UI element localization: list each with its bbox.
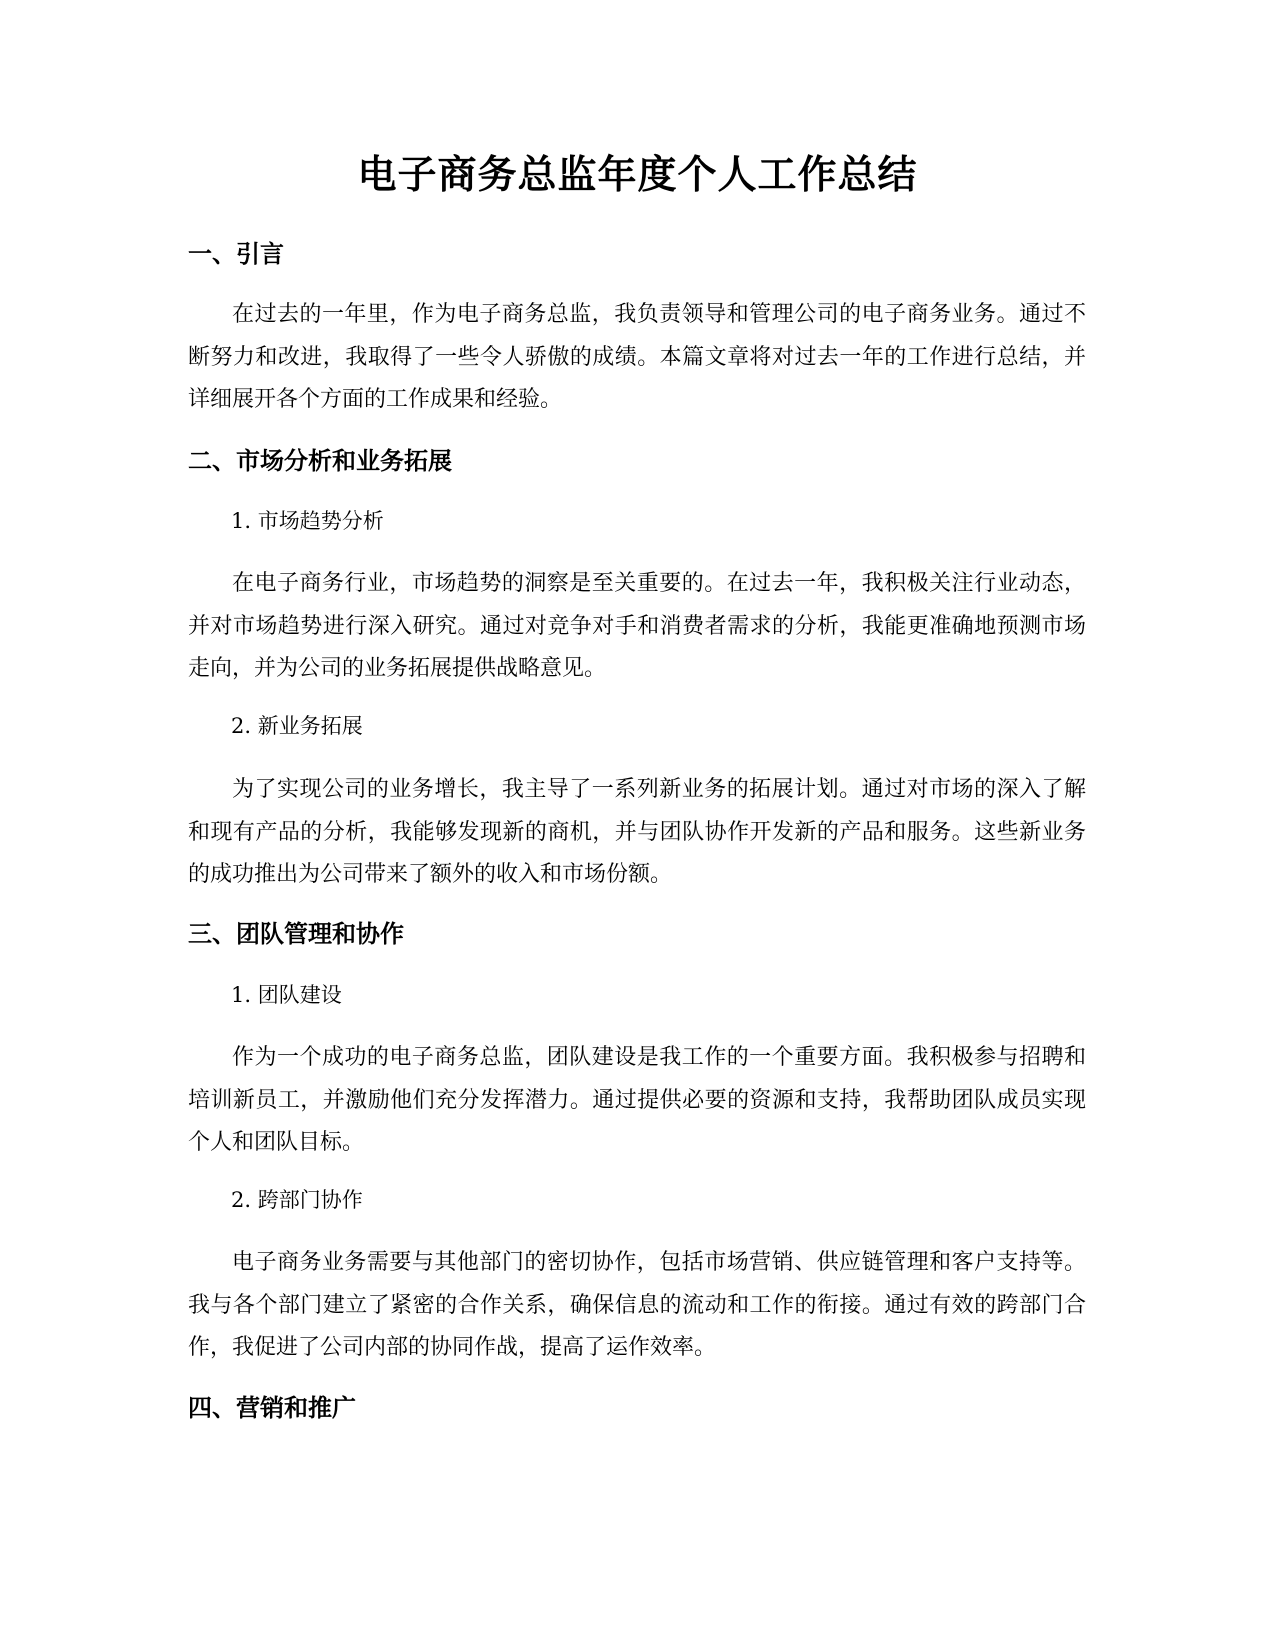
section-heading-marketing: 四、营销和推广 [188,1394,356,1422]
section-heading-team: 三、团队管理和协作 [188,920,404,948]
section-paragraph-introduction: 在过去的一年里，作为电子商务总监，我负责领导和管理公司的电子商务业务。通过不断努力和改进，我取得了一些令人骄傲的成绩。本篇文章将对过去一年的工作进行总结，并详细展开各个方面的工作成果和经验。 [188,302,1086,412]
subsection-title-market-trends: 1. 市场趋势分析 [231,509,384,533]
subsection-title-cross-department: 2. 跨部门协作 [231,1188,363,1212]
document-title: 电子商务总监年度个人工作总结 [357,153,918,198]
section-heading-market: 二、市场分析和业务拓展 [188,447,452,475]
section-heading-introduction: 一、引言 [188,240,284,268]
subsection-paragraph-cross-department: 电子商务业务需要与其他部门的密切协作，包括市场营销、供应链管理和客户支持等。我与各个部门建立了紧密的合作关系，确保信息的流动和工作的衔接。通过有效的跨部门合作，我促进了公司内部的协同作战，提高了运作效率。 [188,1250,1086,1360]
subsection-paragraph-market-trends: 在电子商务行业，市场趋势的洞察是至关重要的。在过去一年，我积极关注行业动态，并对市场趋势进行深入研究。通过对竞争对手和消费者需求的分析，我能更准确地预测市场走向，并为公司的业务拓展提供战略意见。 [188,571,1086,681]
subsection-title-new-business: 2. 新业务拓展 [231,714,363,738]
subsection-title-team-building: 1. 团队建设 [231,983,342,1007]
subsection-paragraph-team-building: 作为一个成功的电子商务总监，团队建设是我工作的一个重要方面。我积极参与招聘和培训新员工，并激励他们充分发挥潜力。通过提供必要的资源和支持，我帮助团队成员实现个人和团队目标。 [188,1045,1086,1155]
subsection-paragraph-new-business: 为了实现公司的业务增长，我主导了一系列新业务的拓展计划。通过对市场的深入了解和现有产品的分析，我能够发现新的商机，并与团队协作开发新的产品和服务。这些新业务的成功推出为公司带来了额外的收入和市场份额。 [188,777,1086,887]
